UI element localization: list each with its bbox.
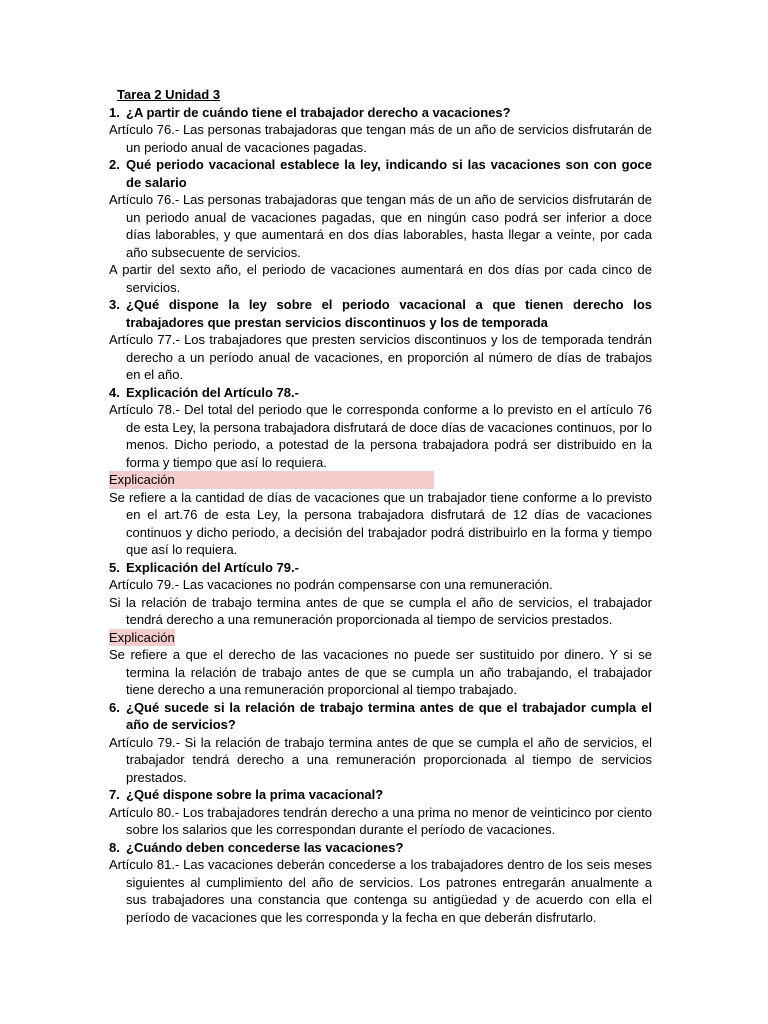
question-5 bbox=[109, 559, 652, 577]
question-7 bbox=[109, 786, 652, 804]
explanation-paragraph: Se refiere a la cantidad de días de vacaciones que un trabajador tiene conforme a lo previsto en el art.76 de esta Ley, la persona trabajadora disfrutará de 12 días de vacaciones continuos y dicho periodo, a decisión del trabajador podrá distribuirlo en la forma y tiempo que así lo requiera. bbox=[109, 489, 652, 557]
question-3 bbox=[109, 296, 652, 331]
answer-paragraph: Artículo 76.- Las personas trabajadoras que tengan más de un año de servicios disfrutarán de un periodo anual de vacaciones pagadas. bbox=[109, 122, 652, 155]
question-number: 7. bbox=[109, 787, 120, 802]
answer-paragraph: Artículo 79.- Las vacaciones no podrán compensarse con una remuneración. bbox=[109, 577, 553, 592]
question-number: 8. bbox=[109, 839, 120, 855]
question-number: 2. bbox=[109, 157, 120, 172]
question-number: 3. bbox=[109, 297, 120, 312]
answer-paragraph: Artículo 77.- Los trabajadores que presten servicios discontinuos y los de temporada tendrán derecho a un período anual de vacaciones, en proporción al número de días de trabajos en el año. bbox=[109, 332, 652, 382]
answer-paragraph: Artículo 79.- Si la relación de trabajo termina antes de que se cumpla el año de servicios, el trabajador tendrá derecho a una remuneración proporcionada al tiempo de servicios prestados. bbox=[109, 734, 652, 785]
question-text: Explicación del Artículo 78.- bbox=[126, 384, 299, 400]
question-text: ¿Qué dispone sobre la prima vacacional? bbox=[126, 787, 384, 802]
answer-paragraph: Si la relación de trabajo termina antes de que se cumpla el año de servicios, el trabajador tendrá derecho a una remuneración proporcionada al tiempo de servicios prestados. bbox=[109, 594, 652, 627]
explanation-label-row bbox=[109, 629, 652, 647]
question-text: Qué periodo vacacional establece la ley, indicando si las vacaciones son con goce de salario bbox=[126, 157, 652, 190]
answer-paragraph: Artículo 81.- Las vacaciones deberán concederse a los trabajadores dentro de los seis meses siguientes al cumplimiento del año de servicios. Los patrones entregarán anualmente a sus trabajadores una constancia que contenga su antigüedad y de acuerdo con ella el período de vacaciones que les corresponda y la fecha en que deberán disfrutarlo. bbox=[109, 857, 652, 925]
question-text: ¿A partir de cuándo tiene el trabajador derecho a vacaciones? bbox=[126, 104, 511, 120]
question-text: ¿Cuándo deben concederse las vacaciones? bbox=[126, 839, 404, 855]
answer-paragraph: Artículo 76.- Las personas trabajadoras que tengan más de un año de servicios disfrutarán de un periodo anual de vacaciones pagadas, que en ningún caso podrá ser inferior a doce días laborables, y que aumentará en dos días laborables, hasta llegar a veinte, por cada año subsecuente de servicios. bbox=[109, 192, 652, 260]
question-number: 1. bbox=[109, 104, 120, 120]
question-2 bbox=[109, 156, 652, 191]
document-page bbox=[109, 86, 652, 926]
document-title: Tarea 2 Unidad 3 bbox=[117, 87, 221, 102]
question-number: 6. bbox=[109, 699, 120, 715]
question-text: ¿Qué sucede si la relación de trabajo termina antes de que el trabajador cumpla el año de servicios? bbox=[126, 699, 652, 732]
explanation-label: Explicación bbox=[109, 471, 434, 489]
question-1 bbox=[109, 104, 652, 122]
question-6 bbox=[109, 699, 652, 734]
answer-paragraph: Artículo 78.- Del total del periodo que le corresponda conforme a lo previsto en el artículo 76 de esta Ley, la persona trabajadora disfrutará de doce días de vacaciones continuos, por lo menos. Dicho periodo, a potestad de la persona trabajadora podrá ser distribuido en la forma y tiempo que así lo requiera. bbox=[109, 402, 652, 470]
question-text: Explicación del Artículo 79.- bbox=[126, 559, 299, 575]
explanation-label-row bbox=[109, 471, 652, 489]
question-text: ¿Qué dispone la ley sobre el periodo vacacional a que tienen derecho los trabajadores que prestan servicios discontinuos y los de temporada bbox=[126, 297, 652, 330]
question-4 bbox=[109, 384, 652, 402]
explanation-label: Explicación bbox=[109, 629, 175, 645]
question-number: 5. bbox=[109, 559, 120, 575]
question-number: 4. bbox=[109, 384, 120, 400]
explanation-paragraph: Se refiere a que el derecho de las vacaciones no puede ser sustituido por dinero. Y si se termina la relación de trabajo antes de que se cumpla un año trabajando, el trabajador tiene derecho a una remuneración proporcional al tiempo trabajado. bbox=[109, 647, 652, 697]
answer-paragraph: A partir del sexto año, el periodo de vacaciones aumentará en dos días por cada cinco de servicios. bbox=[109, 262, 652, 295]
question-8 bbox=[109, 839, 652, 857]
answer-paragraph: Artículo 80.- Los trabajadores tendrán derecho a una prima no menor de veinticinco por ciento sobre los salarios que les correspondan durante el período de vacaciones. bbox=[109, 804, 652, 837]
